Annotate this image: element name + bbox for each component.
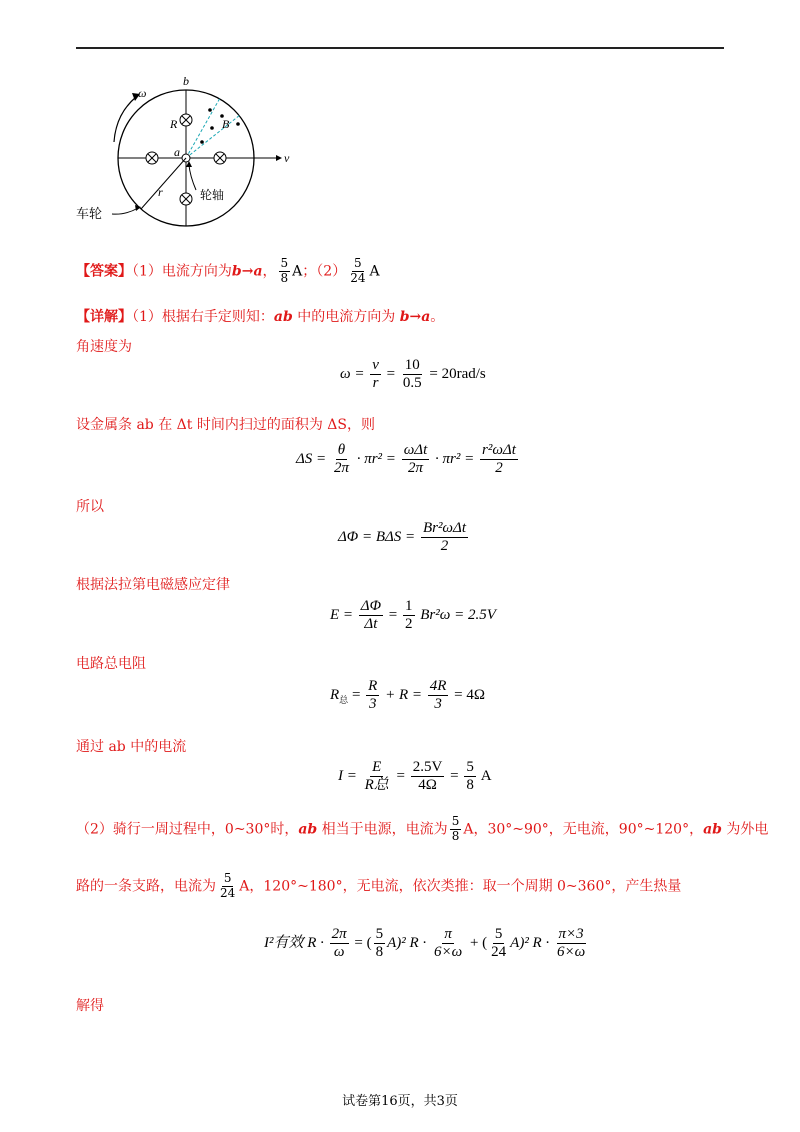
svg-text:B: B xyxy=(222,117,230,131)
area-text: 设金属条 ab 在 Δt 时间内扫过的面积为 ΔS，则 xyxy=(76,417,375,433)
wheel-diagram xyxy=(66,72,306,232)
current-text: 通过 ab 中的电流 xyxy=(76,739,187,755)
faraday-text: 根据法拉第电磁感应定律 xyxy=(76,577,230,593)
part2-line2: 路的一条支路，电流为 $\frac{5}{24}$ A，120°~180°，无电流，依次类推：取一个周期 0~360°，产生热量 xyxy=(76,871,682,900)
equation-4: E = $\frac{\Delta\Phi}{\Delta t}$ = $\frac{1}{2}$ Br²ω = 2.5V xyxy=(330,598,496,633)
header-rule xyxy=(76,47,724,49)
equation-5: $R_总$ = $\frac{R}{3}$ + R = $\frac{4R}{3}$ = 4Ω xyxy=(330,678,486,713)
svg-text:r: r xyxy=(158,185,163,199)
total-resistance-text: 电路总电阻 xyxy=(76,656,146,672)
so-text: 所以 xyxy=(76,499,104,515)
page-footer: 试卷第16页，共3页 xyxy=(342,1094,458,1109)
svg-text:R: R xyxy=(170,117,178,131)
detail-line: 【详解】（1）根据右手定则知：ab 中的电流方向为 b→a。 xyxy=(76,309,445,325)
equation-2: ΔS = $\frac{\theta}{2\pi}$ · πr² = $\frac{\text{ωΔt}}{2\pi}$ · πr² = $\frac{\text{r²ωΔt}}{2}$ xyxy=(296,442,516,477)
current-into-page-symbol xyxy=(180,114,192,126)
svg-text:ω: ω xyxy=(138,86,147,100)
answer-line: 【答案】（1）电流方向为b→a， $\frac{5}{8}$ A；（2） $\frac{5}{24}$ A xyxy=(76,256,380,285)
svg-text:v: v xyxy=(284,151,290,165)
svg-text:a: a xyxy=(174,145,180,159)
part2-line1: （2）骑行一周过程中，0~30°时，ab 相当于电源，电流为 $\frac{5}{8}$ A，30°~90°，无电流，90°~120°，ab 为外电 xyxy=(76,814,769,843)
equation-6: I = $\frac{E}{\text{R总}}$ = $\frac{2.5V}{4\Omega}$ = $\frac{5}{8}$ A xyxy=(338,759,492,794)
solve-text: 解得 xyxy=(76,998,104,1014)
svg-text:b: b xyxy=(183,74,189,88)
equation-7: I²有效 R · $\frac{2\pi}{\omega}$ = ( $\frac{5}{8}$ A)² R · $\frac{\pi}{6\times\omega}$ + ( $\frac{5}{24}$ A)² R · $\frac{\pi\times 3}{6\times\omega}$ xyxy=(264,926,586,961)
svg-text:车轮: 车轮 xyxy=(76,207,103,222)
angular-text: 角速度为 xyxy=(76,339,132,355)
svg-text:轮轴: 轮轴 xyxy=(200,188,225,202)
equation-3: ΔΦ = BΔS = $\frac{\text{Br²ωΔt}}{2}$ xyxy=(338,520,466,555)
equation-1: ω = $\frac{v}{r}$ = $\frac{10}{0.5}$ = 20rad/s xyxy=(340,357,486,392)
